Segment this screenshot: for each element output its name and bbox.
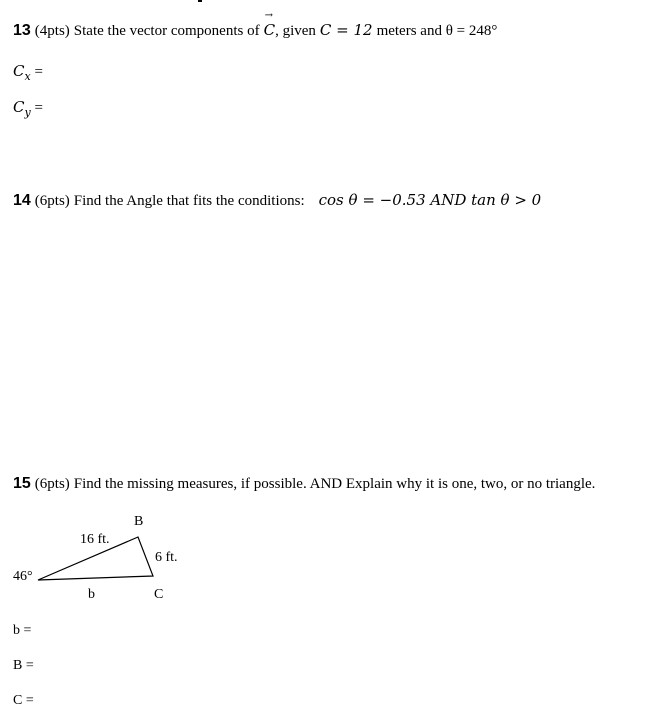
question-14 [13,191,541,210]
question-13 [13,10,498,40]
question-text: Find the missing measures, if possible. AND Explain why it is one, two, or no triangle. [73,476,596,492]
cropped-text-fragment [198,0,202,2]
given-expression: C = 12 [319,21,373,39]
answer-C-line [13,693,167,709]
answer-C-label: C = [13,693,34,708]
trig-condition: cos θ = −0.53 AND tan θ > 0 [318,191,542,209]
answer-b-label: b = [13,623,32,638]
answer-B-label: B = [13,658,34,673]
question-text: State the vector components of [73,23,260,39]
question-number: 13 [13,22,31,39]
vertex-b-label: B [134,514,144,529]
answer-cx-line [13,62,177,83]
question-15 [13,475,595,493]
question-number: 15 [13,475,31,492]
angle-a-label: 46° [13,569,33,584]
triangle-diagram [0,505,260,615]
question-number: 14 [13,192,31,209]
question-text: Find the Angle that fits the conditions: [73,193,305,209]
vector-c-symbol: → C [263,10,276,39]
side-b-label: b [88,587,95,602]
side-16ft-label: 16 ft. [80,532,110,547]
cx-equals: = [34,64,43,80]
answer-b-line [13,623,165,639]
cy-equals: = [34,100,43,116]
side-6ft-label: 6 ft. [155,550,178,565]
answer-B-line [13,658,167,674]
vertex-c-label: C [154,587,164,602]
cx-label: $C_x$ [13,62,31,83]
question-points: (4pts) [34,23,70,39]
answer-cy-line [13,98,177,119]
question-points: (6pts) [34,476,70,492]
given-units: meters and θ = 248° [376,23,498,39]
cy-label: $C_y$ [13,98,31,119]
given-text: , given [275,23,316,39]
vector-arrow: → [264,10,273,21]
question-points: (6pts) [34,193,70,209]
